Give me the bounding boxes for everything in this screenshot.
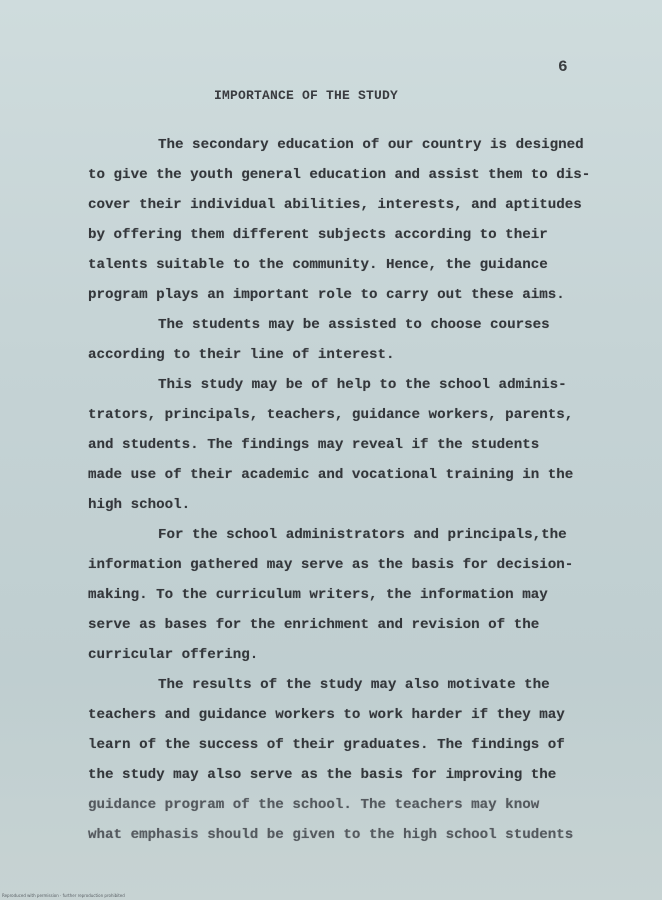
text-line: talents suitable to the community. Hence, the guidance: [88, 257, 548, 273]
text-line: and students. The findings may reveal if the students: [88, 437, 540, 453]
text-line: learn of the success of their graduates. The findings of: [88, 737, 565, 753]
text-line: teachers and guidance workers to work harder if they may: [88, 707, 565, 723]
text-line: For the school administrators and principals,the: [158, 527, 567, 543]
text-line: serve as bases for the enrichment and revision of the: [88, 617, 540, 633]
text-line: cover their individual abilities, interests, and aptitudes: [88, 197, 582, 213]
text-line: by offering them different subjects according to their: [88, 227, 548, 243]
text-line: program plays an important role to carry out these aims.: [88, 287, 565, 303]
section-heading: IMPORTANCE OF THE STUDY: [214, 88, 399, 103]
text-line: the study may also serve as the basis for improving the: [88, 767, 557, 783]
text-line: trators, principals, teachers, guidance workers, parents,: [88, 407, 574, 423]
text-line: to give the youth general education and assist them to dis-: [88, 167, 591, 183]
footer-notice: Reproduced with permission · further reproduction prohibited: [2, 893, 125, 898]
text-line: The students may be assisted to choose courses: [158, 317, 550, 333]
text-line: high school.: [88, 497, 191, 513]
text-line: The results of the study may also motivate the: [158, 677, 550, 693]
text-line: what emphasis should be given to the high school students: [88, 827, 574, 843]
text-line: made use of their academic and vocational training in the: [88, 467, 574, 483]
page-number: 6: [558, 58, 568, 76]
text-line: The secondary education of our country is designed: [158, 137, 584, 153]
text-line: according to their line of interest.: [88, 347, 395, 363]
body-text: [88, 130, 618, 850]
text-line: making. To the curriculum writers, the information may: [88, 587, 548, 603]
text-line: guidance program of the school. The teachers may know: [88, 797, 540, 813]
text-line: information gathered may serve as the basis for decision-: [88, 557, 574, 573]
text-line: This study may be of help to the school adminis-: [158, 377, 567, 393]
text-line: curricular offering.: [88, 647, 259, 663]
